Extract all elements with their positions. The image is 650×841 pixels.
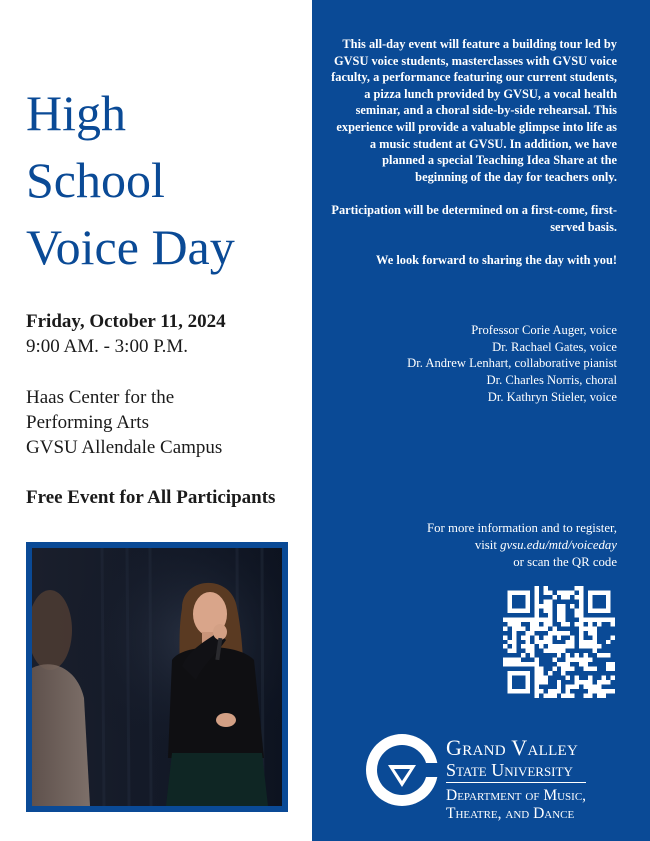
faculty-item: Dr. Rachael Gates, voice: [492, 339, 617, 354]
visit-text: visit: [474, 538, 501, 552]
gvsu-logo: [364, 732, 624, 822]
event-time: 9:00 AM. - 3:00 P.M.: [26, 336, 189, 357]
date-time: [26, 309, 226, 359]
department-line-1: Department of Music,: [446, 787, 587, 804]
left-panel: [0, 0, 312, 841]
title-line-1: High: [26, 85, 126, 141]
event-date: Friday, October 11, 2024: [26, 311, 226, 332]
more-info: [330, 520, 617, 571]
title-line-3: Voice Day: [26, 219, 235, 275]
venue-line-2: Performing Arts: [26, 412, 149, 433]
faculty-item: Dr. Kathryn Stieler, voice: [487, 389, 617, 404]
more-info-line-2: [330, 537, 617, 554]
venue-line-1: Haas Center for the: [26, 387, 175, 408]
singer-photo-image: [32, 548, 282, 806]
event-venue: [26, 385, 222, 460]
faculty-list: [330, 322, 617, 406]
title-line-2: School: [26, 152, 165, 208]
event-title: [26, 80, 235, 281]
more-info-line-1: For more information and to register,: [427, 521, 617, 535]
singer-photo: [26, 542, 288, 812]
qr-code-icon[interactable]: [503, 586, 615, 698]
faculty-item: Dr. Andrew Lenhart, collaborative pianist: [407, 356, 617, 371]
faculty-item: Dr. Charles Norris, choral: [486, 373, 617, 388]
faculty-item: Professor Corie Auger, voice: [471, 323, 617, 337]
free-event-note: Free Event for All Participants: [26, 487, 276, 508]
university-name-line-2: State University: [446, 760, 586, 783]
more-info-line-3: or scan the QR code: [513, 555, 617, 569]
department-line-2: Theatre, and Dance: [446, 805, 575, 822]
event-description: [330, 36, 617, 268]
description-paragraph-2: Participation will be determined on a first-come, first-served basis.: [331, 202, 617, 234]
description-paragraph-3: We look forward to sharing the day with you!: [376, 252, 617, 267]
register-link[interactable]: gvsu.edu/mtd/voiceday: [500, 538, 617, 552]
description-paragraph-1: This all-day event will feature a building tour led by GVSU voice students, masterclasses with GVSU voice faculty, a performance featuring our current students, a pizza lunch provided by GVSU, a vocal health seminar, and a choral side-by-side rehearsal. This experience will provide a valuable glimpse into life as a music student at GVSU. In addition, we have planned a special Teaching Idea Share at the beginning of the day for teachers only.: [331, 37, 617, 184]
gvsu-wordmark: [446, 736, 586, 823]
venue-line-3: GVSU Allendale Campus: [26, 437, 223, 458]
university-name-line-1: Grand Valley: [446, 735, 579, 760]
gvsu-seal-icon: [364, 732, 440, 808]
